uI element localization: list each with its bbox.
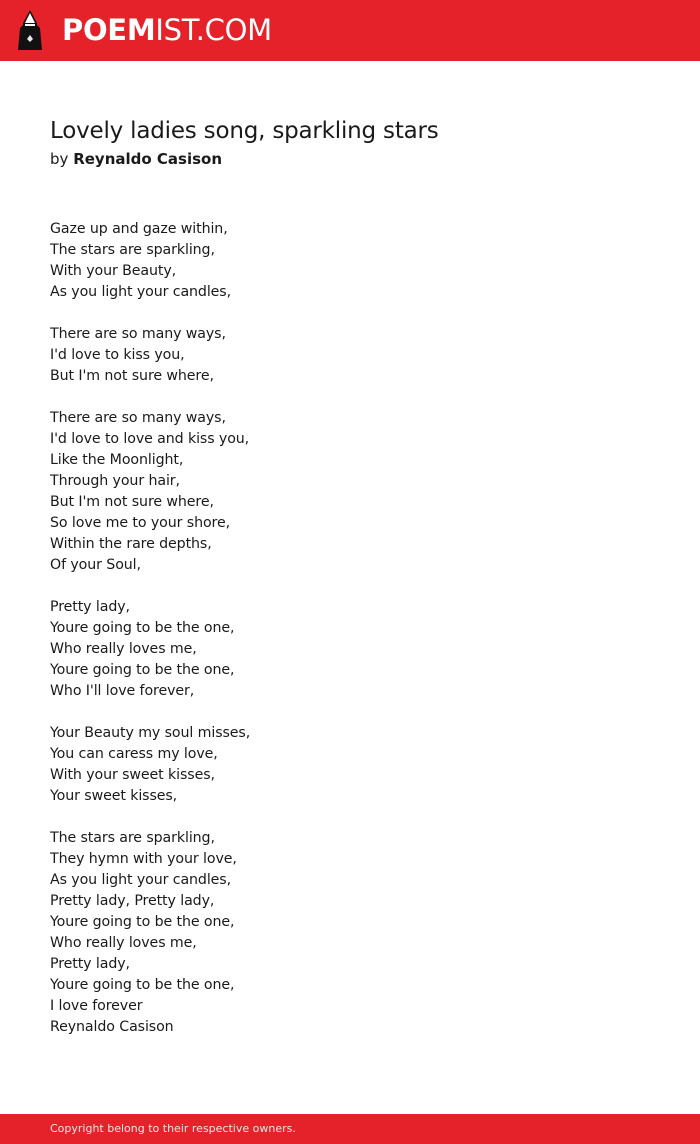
- poem-line: They hymn with your love,: [50, 851, 237, 867]
- stanza: [50, 219, 250, 303]
- poem-line: Who I'll love forever,: [50, 683, 195, 699]
- brand-bold: POEM: [62, 13, 156, 47]
- poem-line: You can caress my love,: [50, 746, 218, 762]
- poem-line: But I'm not sure where,: [50, 494, 214, 510]
- poem-line: There are so many ways,: [50, 410, 226, 426]
- poem-line: Within the rare depths,: [50, 536, 212, 552]
- poem-line: There are so many ways,: [50, 326, 226, 342]
- poem-body: [50, 219, 250, 1038]
- poem-line: But I'm not sure where,: [50, 368, 214, 384]
- poem-line: Who really loves me,: [50, 641, 197, 657]
- poem-line: Pretty lady,: [50, 599, 130, 615]
- stanza: [50, 324, 250, 387]
- poem-line: Youre going to be the one,: [50, 662, 235, 678]
- poem-line: Pretty lady, Pretty lady,: [50, 893, 215, 909]
- poem-line: Youre going to be the one,: [50, 620, 235, 636]
- poem-line: The stars are sparkling,: [50, 242, 215, 258]
- poem-line: Your Beauty my soul misses,: [50, 725, 251, 741]
- poem-line: Youre going to be the one,: [50, 977, 235, 993]
- stanza: [50, 828, 250, 1038]
- author-name: Reynaldo Casison: [73, 150, 223, 168]
- site-logo-text[interactable]: [62, 12, 272, 48]
- poem-line: I'd love to kiss you,: [50, 347, 185, 363]
- poem-line: As you light your candles,: [50, 284, 232, 300]
- poem-line: With your Beauty,: [50, 263, 177, 279]
- by-label: by: [50, 150, 69, 168]
- poem-line: Of your Soul,: [50, 557, 141, 573]
- poem-line: So love me to your shore,: [50, 515, 230, 531]
- site-footer: [0, 1114, 700, 1144]
- poem-title: Lovely ladies song, sparkling stars: [50, 118, 439, 144]
- poem-line: Gaze up and gaze within,: [50, 221, 228, 237]
- pen-nib-icon[interactable]: [17, 9, 43, 51]
- stanza: [50, 408, 250, 576]
- site-header: [0, 0, 700, 61]
- stanza: [50, 723, 250, 807]
- poem-line: Youre going to be the one,: [50, 914, 235, 930]
- poem-line: As you light your candles,: [50, 872, 232, 888]
- byline: [50, 148, 222, 170]
- brand-light: IST.COM: [155, 13, 272, 47]
- stanza: [50, 597, 250, 702]
- poem-line: The stars are sparkling,: [50, 830, 215, 846]
- poem-line: Who really loves me,: [50, 935, 197, 951]
- poem-line: I love forever: [50, 998, 143, 1014]
- poem-line: Like the Moonlight,: [50, 452, 184, 468]
- poem-line: Pretty lady,: [50, 956, 130, 972]
- poem-line: Your sweet kisses,: [50, 788, 178, 804]
- poem-line: I'd love to love and kiss you,: [50, 431, 250, 447]
- copyright-text: Copyright belong to their respective owners.: [50, 1122, 296, 1135]
- poem-line: With your sweet kisses,: [50, 767, 215, 783]
- poem-line: Reynaldo Casison: [50, 1019, 174, 1035]
- poem-line: Through your hair,: [50, 473, 180, 489]
